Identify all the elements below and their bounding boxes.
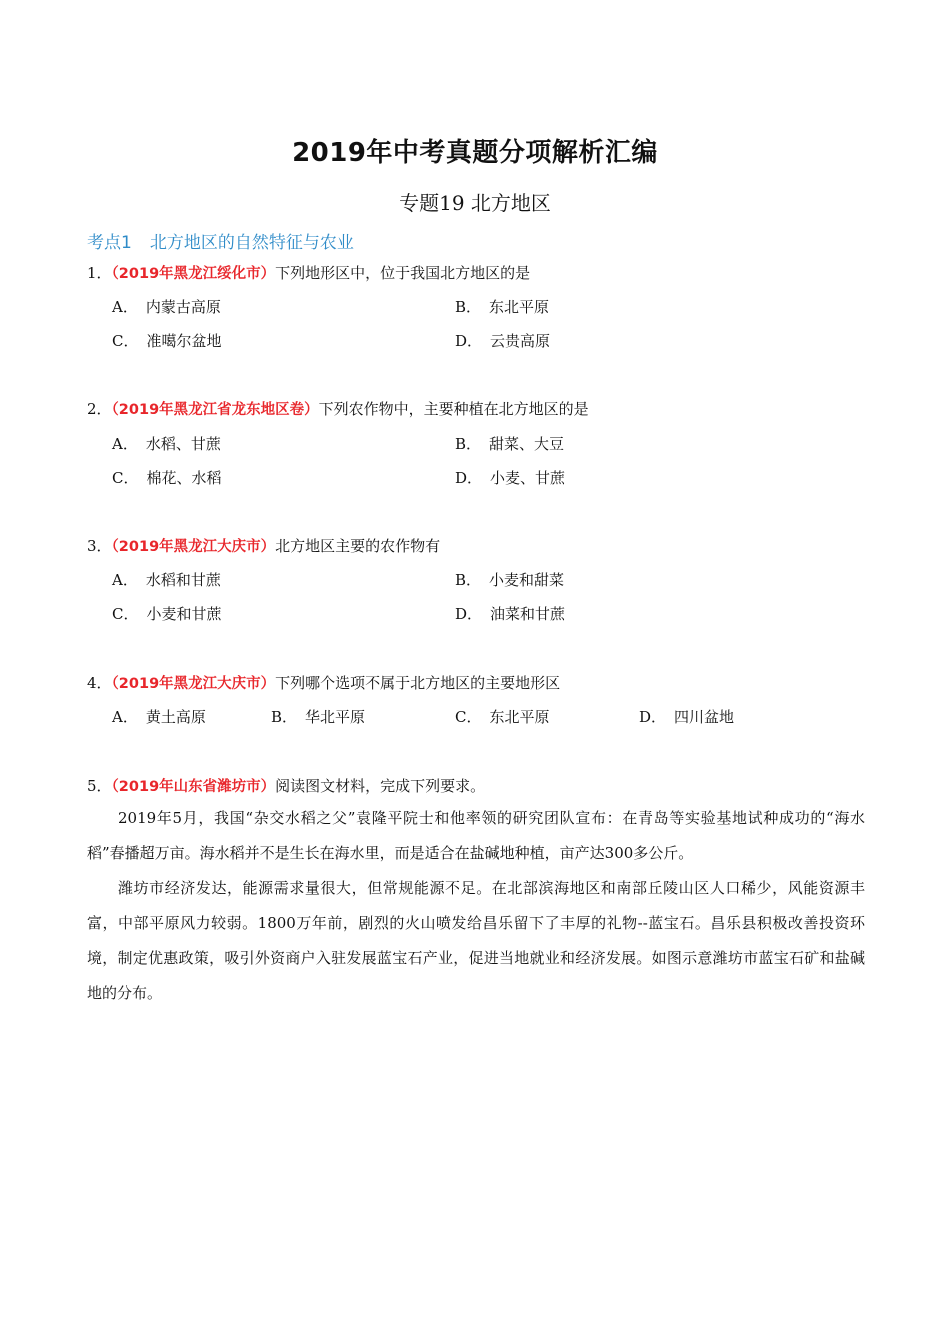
question-source: （2019年黑龙江绥化市） — [111, 266, 276, 282]
question-stem: 下列农作物中，主要种植在北方地区的是 — [318, 400, 589, 418]
question-1 — [87, 262, 530, 283]
question-number: 1． — [87, 264, 112, 282]
question-number: 2． — [87, 400, 112, 418]
material-paragraph-1: 2019年5月，我国“杂交水稻之父”袁隆平院士和他率领的研究团队宣布：在青岛等实验基地试种成功的“海水稻”春播超万亩。海水稻并不是生长在海水里，而是适合在盐碱地种植，亩产达300多公斤。 — [87, 809, 865, 862]
question-source: （2019年黑龙江大庆市） — [111, 539, 276, 555]
question-4 — [87, 672, 560, 693]
option-3b: B． 小麦和甜菜 — [455, 571, 565, 589]
option-3c: C． 小麦和甘蔗 — [112, 605, 222, 623]
option-2c: C． 棉花、水稻 — [112, 469, 222, 487]
question-number: 4． — [87, 674, 112, 692]
question-source: （2019年黑龙江省龙东地区卷） — [111, 402, 319, 418]
option-4c: C． 东北平原 — [455, 708, 550, 726]
option-1c: C． 准噶尔盆地 — [112, 332, 222, 350]
option-4b: B． 华北平原 — [271, 708, 366, 726]
question-stem: 北方地区主要的农作物有 — [275, 537, 441, 555]
option-3a: A． 水稻和甘蔗 — [112, 571, 221, 589]
option-2d: D． 小麦、甘蔗 — [455, 469, 566, 487]
option-2b: B． 甜菜、大豆 — [455, 435, 565, 453]
question-5 — [87, 775, 485, 796]
option-3d: D． 油菜和甘蔗 — [455, 605, 566, 623]
question-2 — [87, 398, 589, 419]
section-text: 北方地区的自然特征与农业 — [149, 233, 354, 253]
option-1a: A． 内蒙古高原 — [112, 298, 221, 316]
question-stem: 下列哪个选项不属于北方地区的主要地形区 — [275, 674, 561, 692]
material-paragraph-2: 潍坊市经济发达，能源需求量很大，但常规能源不足。在北部滨海地区和南部丘陵山区人口稀少，风能资源丰富，中部平原风力较弱。1800万年前，剧烈的火山喷发给昌乐留下了丰厚的礼物--蓝宝石。昌乐县积极改善投资环境，制定优惠政策，吸引外资商户入驻发展蓝宝石产业，促进当地就业和经济发展。如图示意潍坊市蓝宝石矿和盐碱地的分布。 — [87, 879, 865, 1002]
section-label: 考点1 — [87, 233, 132, 253]
section-heading — [87, 228, 354, 253]
question-source: （2019年山东省潍坊市） — [111, 779, 276, 795]
question-number: 5． — [87, 777, 112, 795]
option-1b: B． 东北平原 — [455, 298, 550, 316]
question-3 — [87, 535, 440, 556]
document-subtitle: 专题19 北方地区 — [399, 191, 551, 215]
question-number: 3． — [87, 537, 112, 555]
question-stem: 阅读图文材料，完成下列要求。 — [275, 777, 486, 795]
document-title: 2019年中考真题分项解析汇编 — [292, 138, 658, 168]
option-4d: D． 四川盆地 — [639, 708, 735, 726]
question-source: （2019年黑龙江大庆市） — [111, 676, 276, 692]
option-2a: A． 水稻、甘蔗 — [112, 435, 221, 453]
option-1d: D． 云贵高原 — [455, 332, 551, 350]
question-stem: 下列地形区中，位于我国北方地区的是 — [275, 264, 531, 282]
option-4a: A． 黄土高原 — [112, 708, 206, 726]
